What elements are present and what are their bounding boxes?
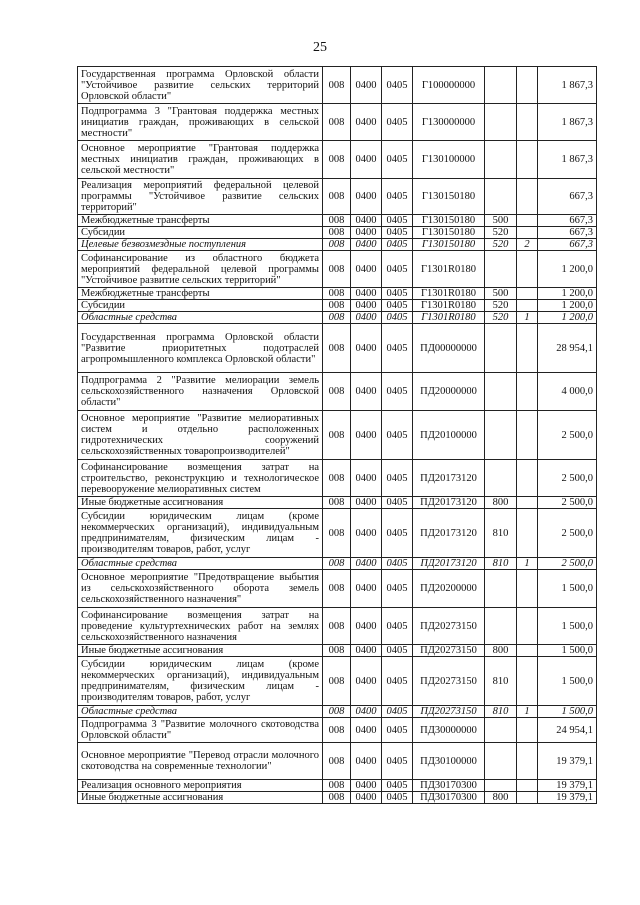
target-article-code: Г130100000 bbox=[413, 141, 485, 179]
table-row bbox=[78, 141, 597, 179]
row-name: Софинансирование возмещения затрат на проведение культуртехнических работ на землях сельскохозяйственного назначения bbox=[78, 608, 323, 645]
amount: 1 867,3 bbox=[538, 67, 597, 104]
ministry-code: 008 bbox=[323, 179, 351, 215]
expense-type-code: 800 bbox=[485, 792, 517, 804]
amount: 667,3 bbox=[538, 239, 597, 251]
section-code: 0400 bbox=[351, 67, 382, 104]
subsection-code: 0405 bbox=[382, 179, 413, 215]
row-name: Реализация основного мероприятия bbox=[78, 780, 323, 792]
source-code bbox=[517, 792, 538, 804]
table-row bbox=[78, 411, 597, 460]
budget-table bbox=[77, 66, 597, 804]
amount: 1 200,0 bbox=[538, 312, 597, 324]
row-name: Подпрограмма 3 "Грантовая поддержка местных инициатив граждан, проживающих в сельской местности" bbox=[78, 104, 323, 141]
target-article-code: ПД20173120 bbox=[413, 558, 485, 570]
amount: 1 867,3 bbox=[538, 141, 597, 179]
row-name: Областные средства bbox=[78, 706, 323, 718]
source-code bbox=[517, 67, 538, 104]
row-name: Иные бюджетные ассигнования bbox=[78, 645, 323, 657]
expense-type-code bbox=[485, 324, 517, 373]
ministry-code: 008 bbox=[323, 570, 351, 608]
row-name: Субсидии bbox=[78, 300, 323, 312]
amount: 667,3 bbox=[538, 179, 597, 215]
section-code: 0400 bbox=[351, 780, 382, 792]
table-row bbox=[78, 706, 597, 718]
subsection-code: 0405 bbox=[382, 509, 413, 558]
source-code bbox=[517, 645, 538, 657]
table-row bbox=[78, 324, 597, 373]
amount: 2 500,0 bbox=[538, 558, 597, 570]
subsection-code: 0405 bbox=[382, 780, 413, 792]
ministry-code: 008 bbox=[323, 300, 351, 312]
target-article-code: ПД20100000 bbox=[413, 411, 485, 460]
expense-type-code: 810 bbox=[485, 706, 517, 718]
amount: 667,3 bbox=[538, 227, 597, 239]
ministry-code: 008 bbox=[323, 251, 351, 288]
target-article-code: Г1301R0180 bbox=[413, 288, 485, 300]
table-row bbox=[78, 718, 597, 743]
subsection-code: 0405 bbox=[382, 792, 413, 804]
table-row bbox=[78, 608, 597, 645]
section-code: 0400 bbox=[351, 570, 382, 608]
subsection-code: 0405 bbox=[382, 743, 413, 780]
source-code bbox=[517, 104, 538, 141]
source-code bbox=[517, 780, 538, 792]
row-name: Софинансирование возмещения затрат на строительство, реконструкцию и технологическое перевооружение мелиоративных систем bbox=[78, 460, 323, 497]
subsection-code: 0405 bbox=[382, 67, 413, 104]
amount: 1 867,3 bbox=[538, 104, 597, 141]
expense-type-code bbox=[485, 67, 517, 104]
target-article-code: ПД20273150 bbox=[413, 706, 485, 718]
table-row bbox=[78, 239, 597, 251]
section-code: 0400 bbox=[351, 706, 382, 718]
row-name: Государственная программа Орловской области "Устойчивое развитие сельских территорий Орловской области" bbox=[78, 67, 323, 104]
subsection-code: 0405 bbox=[382, 558, 413, 570]
expense-type-code: 500 bbox=[485, 288, 517, 300]
source-code: 2 bbox=[517, 239, 538, 251]
source-code bbox=[517, 411, 538, 460]
subsection-code: 0405 bbox=[382, 657, 413, 706]
source-code bbox=[517, 608, 538, 645]
row-name: Реализация мероприятий федеральной целевой программы "Устойчивое развитие сельских территорий" bbox=[78, 179, 323, 215]
amount: 1 200,0 bbox=[538, 288, 597, 300]
amount: 1 500,0 bbox=[538, 657, 597, 706]
source-code bbox=[517, 227, 538, 239]
expense-type-code bbox=[485, 251, 517, 288]
target-article-code: Г1301R0180 bbox=[413, 251, 485, 288]
amount: 24 954,1 bbox=[538, 718, 597, 743]
ministry-code: 008 bbox=[323, 227, 351, 239]
row-name: Субсидии bbox=[78, 227, 323, 239]
amount: 2 500,0 bbox=[538, 460, 597, 497]
target-article-code: ПД20200000 bbox=[413, 570, 485, 608]
source-code bbox=[517, 288, 538, 300]
target-article-code: Г130150180 bbox=[413, 215, 485, 227]
section-code: 0400 bbox=[351, 104, 382, 141]
section-code: 0400 bbox=[351, 743, 382, 780]
ministry-code: 008 bbox=[323, 460, 351, 497]
source-code bbox=[517, 324, 538, 373]
target-article-code: Г1301R0180 bbox=[413, 300, 485, 312]
table-row bbox=[78, 251, 597, 288]
section-code: 0400 bbox=[351, 718, 382, 743]
target-article-code: ПД20173120 bbox=[413, 509, 485, 558]
expense-type-code: 500 bbox=[485, 215, 517, 227]
target-article-code: ПД20273150 bbox=[413, 645, 485, 657]
amount: 19 379,1 bbox=[538, 792, 597, 804]
ministry-code: 008 bbox=[323, 657, 351, 706]
amount: 2 500,0 bbox=[538, 509, 597, 558]
ministry-code: 008 bbox=[323, 718, 351, 743]
ministry-code: 008 bbox=[323, 373, 351, 411]
section-code: 0400 bbox=[351, 324, 382, 373]
ministry-code: 008 bbox=[323, 215, 351, 227]
source-code bbox=[517, 141, 538, 179]
row-name: Межбюджетные трансферты bbox=[78, 215, 323, 227]
section-code: 0400 bbox=[351, 227, 382, 239]
row-name: Подпрограмма 3 "Развитие молочного скотоводства Орловской области" bbox=[78, 718, 323, 743]
section-code: 0400 bbox=[351, 251, 382, 288]
expense-type-code: 800 bbox=[485, 497, 517, 509]
section-code: 0400 bbox=[351, 179, 382, 215]
source-code bbox=[517, 300, 538, 312]
expense-type-code: 800 bbox=[485, 645, 517, 657]
source-code bbox=[517, 215, 538, 227]
ministry-code: 008 bbox=[323, 67, 351, 104]
expense-type-code bbox=[485, 743, 517, 780]
table-row bbox=[78, 312, 597, 324]
expense-type-code: 520 bbox=[485, 300, 517, 312]
row-name: Субсидии юридическим лицам (кроме некоммерческих организаций), индивидуальным предпринимателям, физическим лицам - производителям товаров, работ, услуг bbox=[78, 657, 323, 706]
section-code: 0400 bbox=[351, 792, 382, 804]
amount: 1 500,0 bbox=[538, 608, 597, 645]
table-row bbox=[78, 497, 597, 509]
row-name: Основное мероприятие "Развитие мелиоративных систем и отдельно расположенных гидротехнических сооружений сельскохозяйственных товаропроизводителей" bbox=[78, 411, 323, 460]
expense-type-code: 810 bbox=[485, 558, 517, 570]
target-article-code: ПД30100000 bbox=[413, 743, 485, 780]
expense-type-code bbox=[485, 411, 517, 460]
section-code: 0400 bbox=[351, 288, 382, 300]
row-name: Областные средства bbox=[78, 312, 323, 324]
ministry-code: 008 bbox=[323, 792, 351, 804]
subsection-code: 0405 bbox=[382, 460, 413, 497]
row-name: Основное мероприятие "Грантовая поддержка местных инициатив граждан, проживающих в сельской местности" bbox=[78, 141, 323, 179]
amount: 1 500,0 bbox=[538, 706, 597, 718]
table-row bbox=[78, 792, 597, 804]
ministry-code: 008 bbox=[323, 239, 351, 251]
target-article-code: Г130150180 bbox=[413, 239, 485, 251]
subsection-code: 0405 bbox=[382, 215, 413, 227]
table-row bbox=[78, 300, 597, 312]
section-code: 0400 bbox=[351, 312, 382, 324]
row-name: Иные бюджетные ассигнования bbox=[78, 792, 323, 804]
amount: 1 200,0 bbox=[538, 251, 597, 288]
amount: 19 379,1 bbox=[538, 780, 597, 792]
expense-type-code bbox=[485, 373, 517, 411]
amount: 667,3 bbox=[538, 215, 597, 227]
row-name: Государственная программа Орловской области "Развитие приоритетных подотраслей агропромышленного комплекса Орловской области" bbox=[78, 324, 323, 373]
ministry-code: 008 bbox=[323, 312, 351, 324]
subsection-code: 0405 bbox=[382, 239, 413, 251]
subsection-code: 0405 bbox=[382, 227, 413, 239]
row-name: Основное мероприятие "Предотвращение выбытия из сельскохозяйственного оборота земель сельскохозяйственного назначения" bbox=[78, 570, 323, 608]
target-article-code: ПД30000000 bbox=[413, 718, 485, 743]
source-code bbox=[517, 373, 538, 411]
section-code: 0400 bbox=[351, 460, 382, 497]
section-code: 0400 bbox=[351, 239, 382, 251]
target-article-code: ПД20273150 bbox=[413, 608, 485, 645]
table-row bbox=[78, 67, 597, 104]
table-row bbox=[78, 104, 597, 141]
section-code: 0400 bbox=[351, 608, 382, 645]
section-code: 0400 bbox=[351, 411, 382, 460]
expense-type-code: 520 bbox=[485, 227, 517, 239]
ministry-code: 008 bbox=[323, 509, 351, 558]
row-name: Подпрограмма 2 "Развитие мелиорации земель сельскохозяйственного назначения Орловской области" bbox=[78, 373, 323, 411]
subsection-code: 0405 bbox=[382, 570, 413, 608]
row-name: Целевые безвозмездные поступления bbox=[78, 239, 323, 251]
subsection-code: 0405 bbox=[382, 300, 413, 312]
amount: 1 200,0 bbox=[538, 300, 597, 312]
table-row bbox=[78, 743, 597, 780]
amount: 19 379,1 bbox=[538, 743, 597, 780]
subsection-code: 0405 bbox=[382, 608, 413, 645]
section-code: 0400 bbox=[351, 373, 382, 411]
section-code: 0400 bbox=[351, 497, 382, 509]
table-row bbox=[78, 509, 597, 558]
section-code: 0400 bbox=[351, 300, 382, 312]
amount: 2 500,0 bbox=[538, 411, 597, 460]
table-row bbox=[78, 645, 597, 657]
target-article-code: Г1301R0180 bbox=[413, 312, 485, 324]
target-article-code: Г130000000 bbox=[413, 104, 485, 141]
table-row bbox=[78, 215, 597, 227]
expense-type-code bbox=[485, 104, 517, 141]
section-code: 0400 bbox=[351, 558, 382, 570]
amount: 28 954,1 bbox=[538, 324, 597, 373]
source-code bbox=[517, 657, 538, 706]
expense-type-code bbox=[485, 718, 517, 743]
subsection-code: 0405 bbox=[382, 251, 413, 288]
target-article-code: Г100000000 bbox=[413, 67, 485, 104]
section-code: 0400 bbox=[351, 657, 382, 706]
target-article-code: ПД30170300 bbox=[413, 780, 485, 792]
source-code bbox=[517, 460, 538, 497]
ministry-code: 008 bbox=[323, 324, 351, 373]
ministry-code: 008 bbox=[323, 780, 351, 792]
subsection-code: 0405 bbox=[382, 497, 413, 509]
expense-type-code bbox=[485, 460, 517, 497]
target-article-code: ПД30170300 bbox=[413, 792, 485, 804]
ministry-code: 008 bbox=[323, 288, 351, 300]
table-row bbox=[78, 780, 597, 792]
subsection-code: 0405 bbox=[382, 645, 413, 657]
expense-type-code: 810 bbox=[485, 509, 517, 558]
source-code bbox=[517, 509, 538, 558]
amount: 4 000,0 bbox=[538, 373, 597, 411]
target-article-code: ПД20173120 bbox=[413, 460, 485, 497]
expense-type-code bbox=[485, 780, 517, 792]
subsection-code: 0405 bbox=[382, 288, 413, 300]
source-code bbox=[517, 570, 538, 608]
source-code: 1 bbox=[517, 706, 538, 718]
target-article-code: Г130150180 bbox=[413, 179, 485, 215]
target-article-code: ПД20273150 bbox=[413, 657, 485, 706]
section-code: 0400 bbox=[351, 215, 382, 227]
table-row bbox=[78, 179, 597, 215]
amount: 2 500,0 bbox=[538, 497, 597, 509]
table-row bbox=[78, 570, 597, 608]
table-row bbox=[78, 657, 597, 706]
section-code: 0400 bbox=[351, 141, 382, 179]
expense-type-code bbox=[485, 570, 517, 608]
amount: 1 500,0 bbox=[538, 645, 597, 657]
source-code bbox=[517, 179, 538, 215]
expense-type-code bbox=[485, 141, 517, 179]
expense-type-code: 520 bbox=[485, 239, 517, 251]
page-number: 25 bbox=[313, 40, 327, 55]
row-name: Софинансирование из областного бюджета мероприятий федеральной целевой программы "Устойчивое развитие сельских территорий" bbox=[78, 251, 323, 288]
ministry-code: 008 bbox=[323, 497, 351, 509]
ministry-code: 008 bbox=[323, 558, 351, 570]
subsection-code: 0405 bbox=[382, 373, 413, 411]
table-row bbox=[78, 288, 597, 300]
ministry-code: 008 bbox=[323, 608, 351, 645]
subsection-code: 0405 bbox=[382, 718, 413, 743]
target-article-code: Г130150180 bbox=[413, 227, 485, 239]
row-name: Субсидии юридическим лицам (кроме некоммерческих организаций), индивидуальным предпринимателям, физическим лицам - производителям товаров, работ, услуг bbox=[78, 509, 323, 558]
target-article-code: ПД20173120 bbox=[413, 497, 485, 509]
expense-type-code bbox=[485, 179, 517, 215]
amount: 1 500,0 bbox=[538, 570, 597, 608]
row-name: Основное мероприятие "Перевод отрасли молочного скотоводства на современные технологии" bbox=[78, 743, 323, 780]
ministry-code: 008 bbox=[323, 141, 351, 179]
subsection-code: 0405 bbox=[382, 706, 413, 718]
subsection-code: 0405 bbox=[382, 312, 413, 324]
table-row bbox=[78, 227, 597, 239]
ministry-code: 008 bbox=[323, 645, 351, 657]
row-name: Областные средства bbox=[78, 558, 323, 570]
ministry-code: 008 bbox=[323, 706, 351, 718]
target-article-code: ПД00000000 bbox=[413, 324, 485, 373]
row-name: Иные бюджетные ассигнования bbox=[78, 497, 323, 509]
table-row bbox=[78, 558, 597, 570]
subsection-code: 0405 bbox=[382, 324, 413, 373]
source-code: 1 bbox=[517, 558, 538, 570]
subsection-code: 0405 bbox=[382, 104, 413, 141]
table-row bbox=[78, 460, 597, 497]
expense-type-code: 810 bbox=[485, 657, 517, 706]
source-code bbox=[517, 743, 538, 780]
subsection-code: 0405 bbox=[382, 411, 413, 460]
expense-type-code bbox=[485, 608, 517, 645]
subsection-code: 0405 bbox=[382, 141, 413, 179]
target-article-code: ПД20000000 bbox=[413, 373, 485, 411]
ministry-code: 008 bbox=[323, 411, 351, 460]
source-code bbox=[517, 718, 538, 743]
table-row bbox=[78, 373, 597, 411]
row-name: Межбюджетные трансферты bbox=[78, 288, 323, 300]
source-code bbox=[517, 497, 538, 509]
expense-type-code: 520 bbox=[485, 312, 517, 324]
source-code bbox=[517, 251, 538, 288]
section-code: 0400 bbox=[351, 509, 382, 558]
section-code: 0400 bbox=[351, 645, 382, 657]
ministry-code: 008 bbox=[323, 743, 351, 780]
source-code: 1 bbox=[517, 312, 538, 324]
ministry-code: 008 bbox=[323, 104, 351, 141]
